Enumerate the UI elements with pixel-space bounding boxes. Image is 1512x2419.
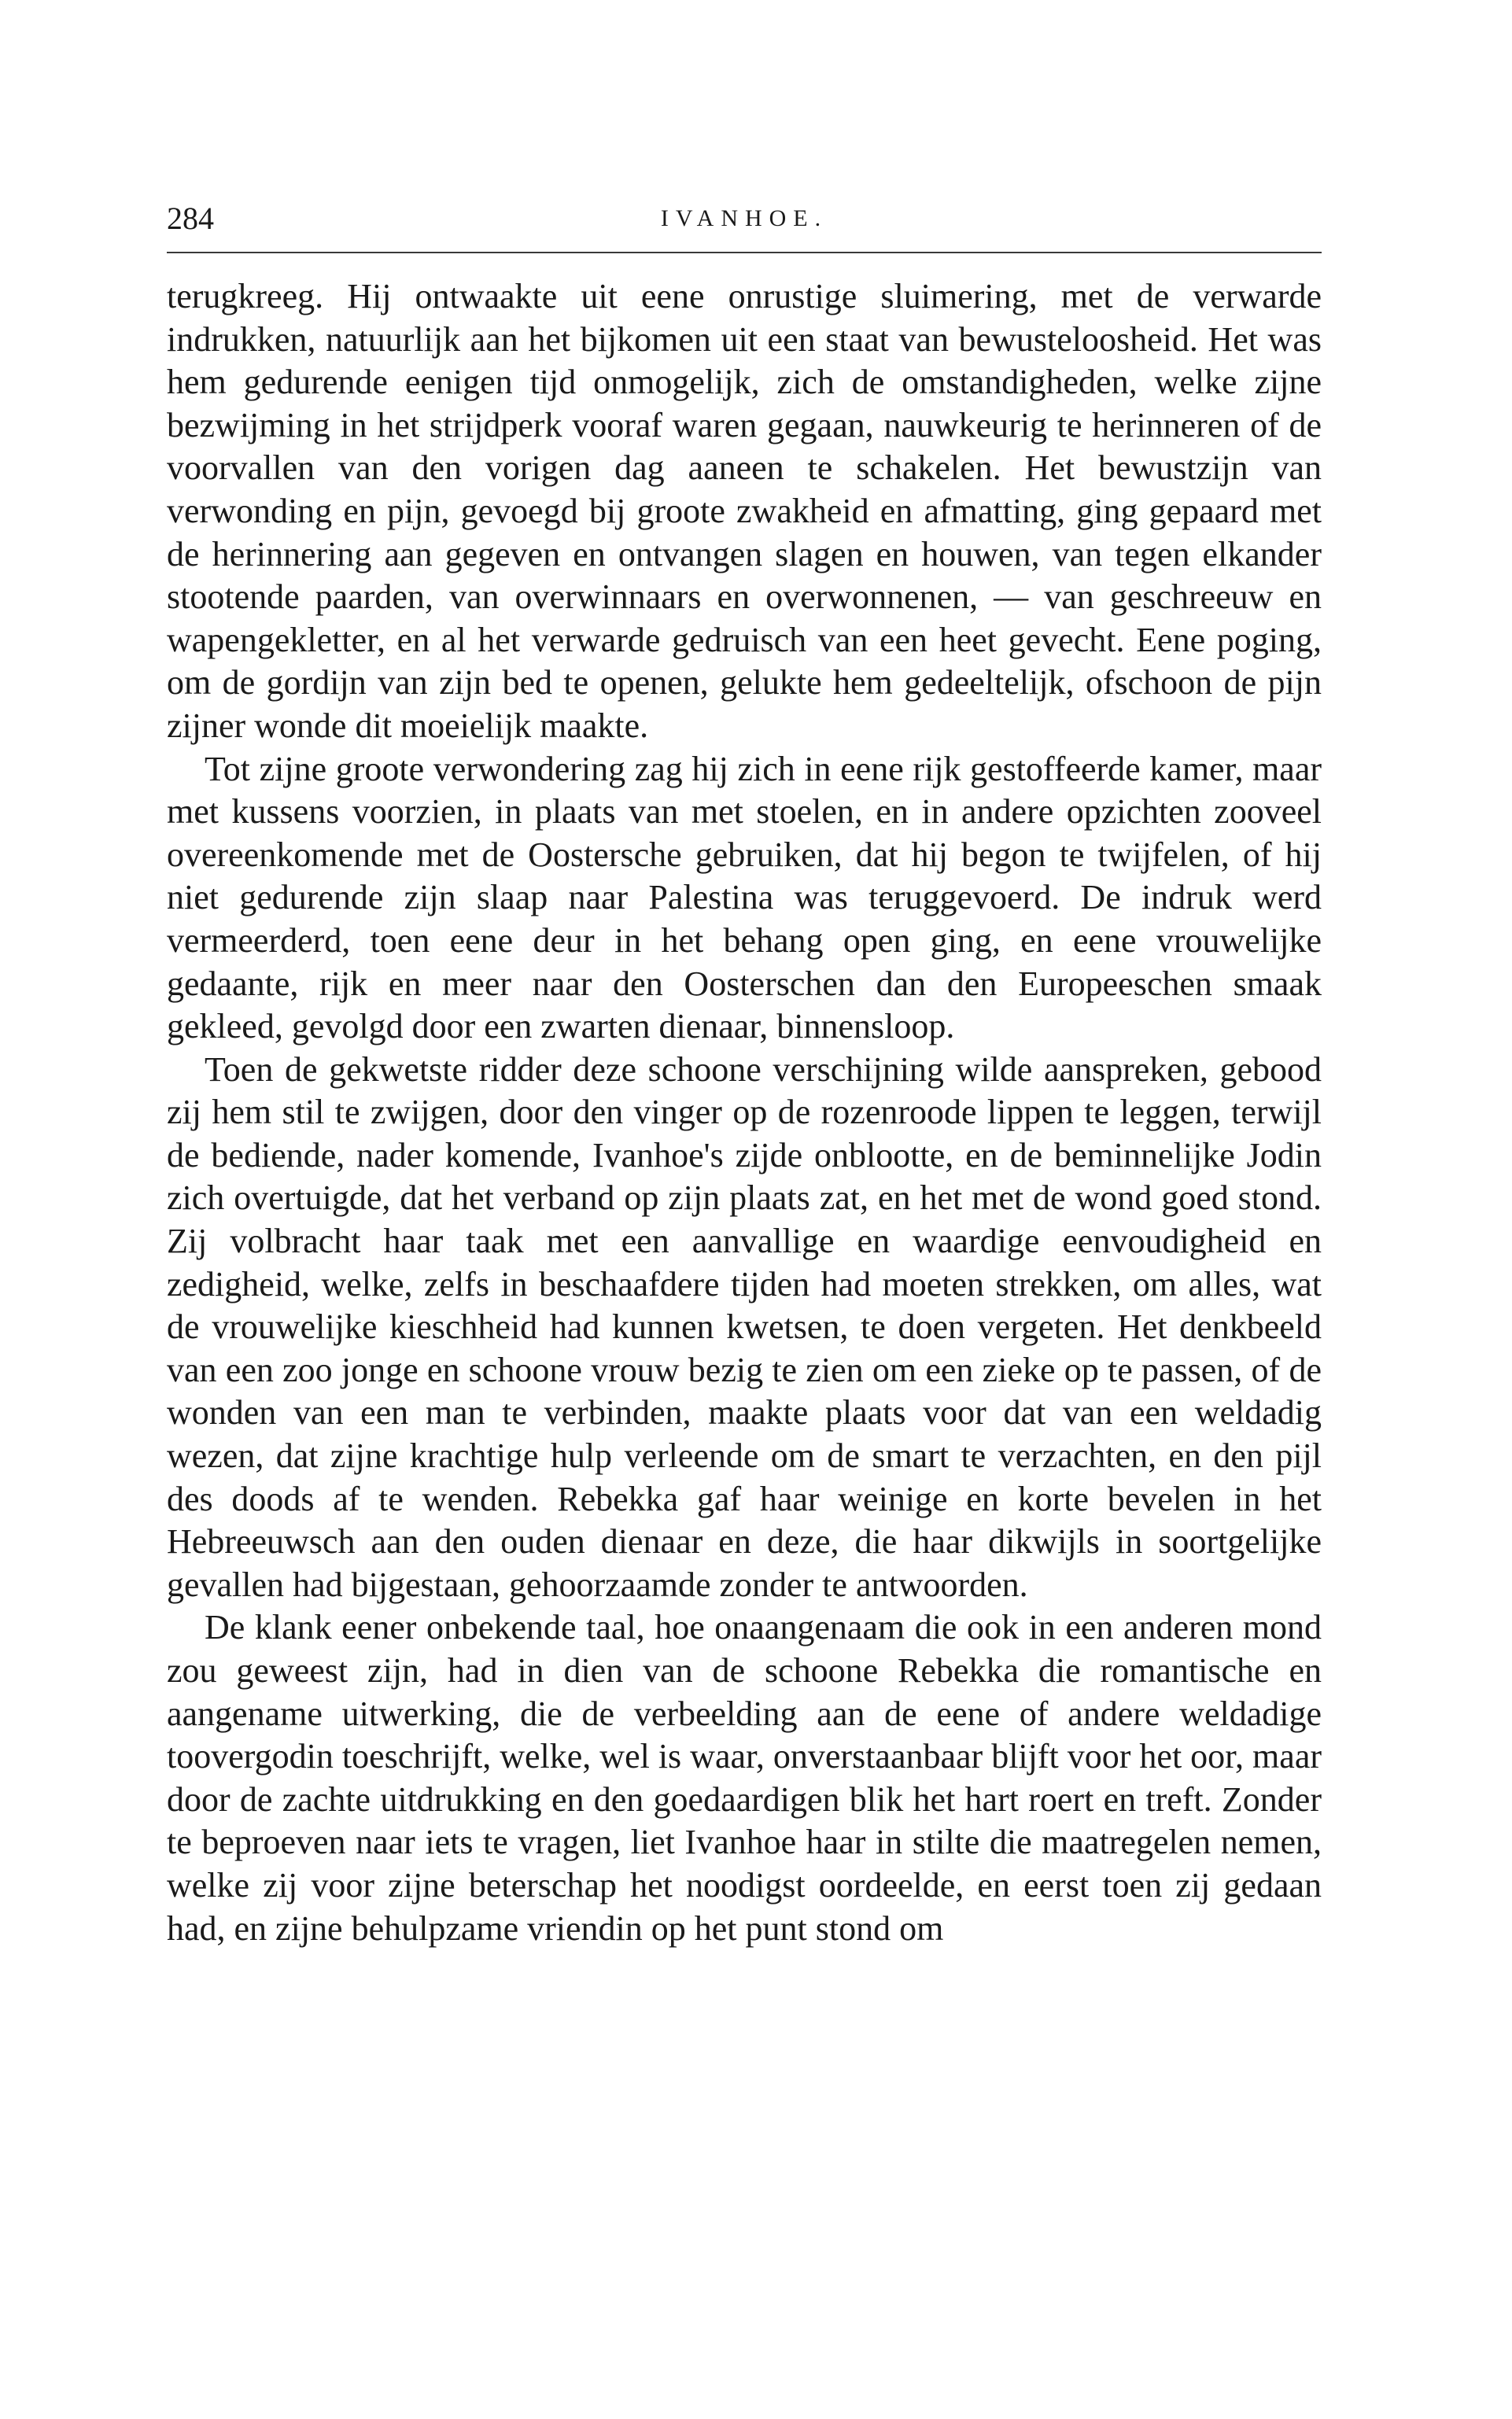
- paragraph: Tot zijne groote verwondering zag hij zich in eene rijk gestoffeerde kamer, maar met kussens voorzien, in plaats van met stoelen, en in andere opzichten zooveel overeenkomende met de Oostersche gebruiken, dat hij begon te twijfelen, of hij niet gedurende zijn slaap naar Palestina was teruggevoerd. De indruk werd vermeerderd, toen eene deur in het behang open ging, en eene vrouwelijke gedaante, rijk en meer naar den Oosterschen dan den Europeeschen smaak gekleed, gevolgd door een zwarten dienaar, binnensloop.: [167, 749, 1322, 1046]
- paragraph: Toen de gekwetste ridder deze schoone verschijning wilde aanspreken, gebood zij hem stil te zwijgen, door den vinger op de rozenroode lippen te leggen, terwijl de bediende, nader komende, Ivanhoe's zijde onblootte, en de beminnelijke Jodin zich overtuigde, dat het verband op zijn plaats zat, en het met de wond goed stond. Zij volbracht haar taak met een aanvallige en waardige eenvoudigheid en zedigheid, welke, zelfs in beschaafdere tijden had moeten strekken, om alles, wat de vrouwelijke kieschheid had kunnen kwetsen, te doen vergeten. Het denkbeeld van een zoo jonge en schoone vrouw bezig te zien om een zieke op te passen, of de wonden van een man te verbinden, maakte plaats voor dat van een weldadig wezen, dat zijne krachtige hulp verleende om de smart te verzachten, en den pijl des doods af te wenden. Rebekka gaf haar weinige en korte bevelen in het Hebreeuwsch aan den ouden dienaar en deze, die haar dikwijls in soortgelijke gevallen had bijgestaan, gehoorzaamde zonder te antwoorden.: [167, 1049, 1322, 1604]
- running-head: [167, 195, 1322, 242]
- running-title: IVANHOE.: [660, 205, 828, 231]
- header-rule: [167, 252, 1322, 253]
- paragraph: De klank eener onbekende taal, hoe onaangenaam die ook in een anderen mond zou geweest zijn, had in dien van de schoone Rebekka die romantische en aangename uitwerking, die de verbeelding aan de eene of andere weldadige toovergodin toeschrijft, welke, wel is waar, onverstaanbaar blijft voor het oor, maar door de zachte uitdrukking en den goedaardigen blik het hart roert en treft. Zonder te beproeven naar iets te vragen, liet Ivanhoe haar in stilte die maatregelen nemen, welke zij voor zijne beterschap het noodigst oordeelde, en eerst toen zij gedaan had, en zijne behulpzame vriendin op het punt stond om: [167, 1608, 1322, 1948]
- body-text: [167, 275, 1322, 1950]
- page-number: 284: [167, 201, 214, 236]
- paragraph-continuation: terugkreeg. Hij ontwaakte uit eene onrustige sluimering, met de verwarde indrukken, natuurlijk aan het bijkomen uit een staat van bewusteloosheid. Het was hem gedurende eenigen tijd onmogelijk, zich de omstandigheden, welke zijne bezwijming in het strijdperk vooraf waren gegaan, nauwkeurig te herinneren of de voorvallen van den vorigen dag aaneen te schakelen. Het bewustzijn van verwonding en pijn, gevoegd bij groote zwakheid en afmatting, ging gepaard met de herinnering aan gegeven en ontvangen slagen en houwen, van tegen elkander stootende paarden, van overwinnaars en overwonnenen, — van geschreeuw en wapengekletter, en al het verwarde gedruisch van een heet gevecht. Eene poging, om de gordijn van zijn bed te openen, gelukte hem gedeeltelijk, ofschoon de pijn zijner wonde dit moeielijk maakte.: [167, 277, 1322, 745]
